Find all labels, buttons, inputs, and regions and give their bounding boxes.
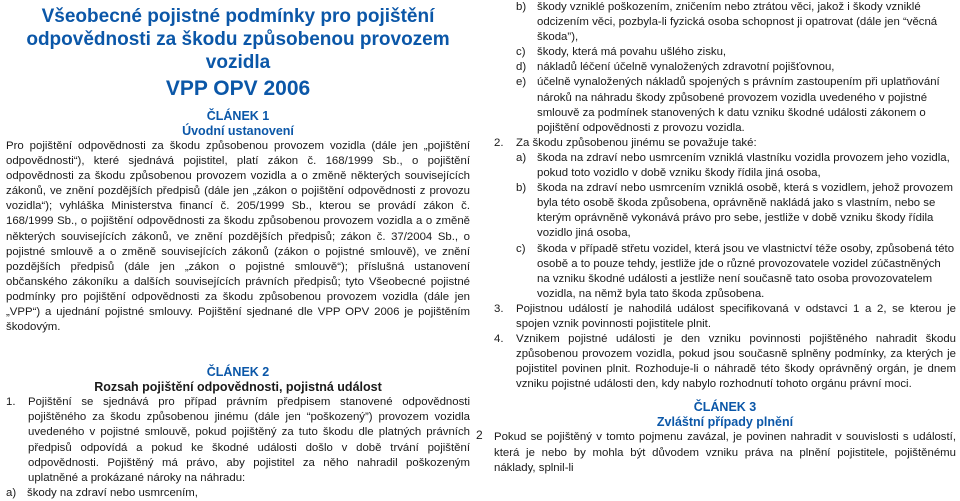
page-number: 2 bbox=[476, 428, 483, 442]
sub-item-text: škody vzniklé poškozením, zničením nebo ztrátou věci, jakož i škody vzniklé odcizením věci, pozbyla-li fyzická osoba schopnost ji opatrovat (dále jen “věcná škoda”), bbox=[537, 1, 938, 44]
item-number: 1. bbox=[6, 396, 16, 409]
sub-item-text: nákladů léčení účelně vynaložených zdravotní pojišťovnou, bbox=[537, 61, 835, 74]
article-2-number: ČLÁNEK 2 bbox=[206, 365, 270, 380]
sub-item-letter: a) bbox=[516, 151, 527, 164]
item-text: Pojištění se sjednává pro případ právním předpisem stanovené odpovědnosti pojištěného za škodu způsobenou jinému (dále jen “poškozený”) provozem vozidla uvedeného v pojistné smlouvě, pokud pojištěný za tuto škodu dle platných právních předpisů odpovídá a pokud ke škodné události došlo v době trvání pojištění odpovědnosti. Pojištěný má právo, aby pojistitel za něho nahradil poškozeným uplatněné a prokázané nároky na náhradu: bbox=[28, 396, 470, 484]
article-2-item-1-b bbox=[494, 0, 956, 45]
item-number: 3. bbox=[494, 302, 504, 315]
item-text: Pojistnou událostí je nahodilá událost specifikovaná v odstavci 1 a 2, se kterou je spojen vznik povinnosti pojistitele plnit. bbox=[516, 302, 956, 330]
article-3-paragraph: Pokud se pojištěný v tomto pojmenu zavázal, je povinen nahradit v souvislosti s událostí, která je nebo by mohla být důvodem vzniku práva na plnění pojistitele, pojištěnému náklady, splnil-li bbox=[494, 431, 956, 474]
sub-item-letter: c) bbox=[516, 242, 526, 255]
sub-item-text: škoda na zdraví nebo usmrcením vzniklá osobě, která s vozidlem, jehož provozem byla této osobě škoda způsobena, oprávněně nakládá jako s vlastním, nebo se kterým oprávněně vykonává právo pro sebe, jestliže v době vzniku škody řídila vozidlo jiná osoba, bbox=[537, 182, 953, 240]
sub-item-text: účelně vynaložených nákladů spojených s právním zastoupením při uplatňování nároků na náhradu škody způsobené provozem vozidla uvedeného v pojistné smlouvě za podmínek stanovených k datu vzniku škodné události zákonem o pojištění odpovědnosti z provozu vozidla. bbox=[537, 76, 940, 134]
sub-item-letter: e) bbox=[516, 76, 527, 89]
article-1-title: Úvodní ustanovení bbox=[182, 124, 294, 138]
article-1-number: ČLÁNEK 1 bbox=[206, 109, 270, 123]
document-title: Všeobecné pojistné podmínky pro pojištění odpovědnosti za škodu způsobenou provozem vozidla bbox=[26, 6, 450, 73]
sub-item-text: škody, která má povahu ušlého zisku, bbox=[537, 46, 727, 59]
article-2-item-1-d bbox=[494, 60, 956, 75]
article-2-item-4 bbox=[494, 332, 956, 392]
article-2-item-2-c bbox=[494, 242, 956, 302]
sub-item-letter: a) bbox=[6, 486, 17, 499]
item-number: 2. bbox=[494, 136, 504, 149]
document-code: VPP OPV 2006 bbox=[165, 77, 311, 100]
left-column bbox=[6, 0, 470, 501]
article-2-item-2-a bbox=[494, 151, 956, 181]
sub-item-letter: b) bbox=[516, 182, 527, 195]
article-2-item-3 bbox=[494, 302, 956, 332]
article-2-title: Rozsah pojištění odpovědnosti, pojistná událost bbox=[94, 380, 382, 395]
sub-item-text: škody na zdraví nebo usmrcením, bbox=[27, 486, 198, 499]
sub-item-text: škoda v případě střetu vozidel, která jsou ve vlastnictví téže osoby, způsobená této osobě a to pouze tehdy, jestliže jde o různé provozovatele vozidel zúčastněných na vzniku škodné události a jestliže není současně tato osoba provozovatelem vozidla, na němž byla tato škoda způsobena. bbox=[537, 242, 955, 300]
article-2-item-1 bbox=[6, 395, 470, 486]
item-text: Vznikem pojistné události je den vzniku povinnosti pojištěného nahradit škodu způsobenou provozem vozidla, pokud jsou současně splněny podmínky, za kterých je pojistitel povinen plnit. Rozhoduje-li o náhradě této škody oprávněný orgán, je dnem vzniku pojistné události den, kdy nabylo rozhodnutí tohoto orgánu právní moci. bbox=[516, 333, 956, 391]
item-text: Za škodu způsobenou jinému se považuje také: bbox=[516, 136, 757, 149]
sub-item-text: škoda na zdraví nebo usmrcením vzniklá vlastníku vozidla provozem jeho vozidla, pokud toto vozidlo v době vzniku škody řídila jiná osoba, bbox=[537, 151, 950, 180]
sub-item-letter: d) bbox=[516, 61, 527, 74]
article-3-number: ČLÁNEK 3 bbox=[693, 400, 757, 415]
right-column bbox=[494, 0, 956, 476]
item-number: 4. bbox=[494, 333, 504, 346]
article-3-title: Zvláštní případy plnění bbox=[656, 415, 794, 430]
article-2-item-1-a bbox=[6, 486, 470, 501]
article-2-item-2-b bbox=[494, 181, 956, 241]
article-2-item-2 bbox=[494, 136, 956, 151]
article-2-item-1-e bbox=[494, 75, 956, 135]
sub-item-letter: c) bbox=[516, 46, 526, 59]
article-1-paragraph: Pro pojištění odpovědnosti za škodu způsobenou provozem vozidla (dále jen „pojištění odpovědnosti“), které sjednává pojistitel, platí zákon č. 168/1999 Sb., o pojištění odpovědnosti za škodu způsobenou provozem vozidla a o změně některých souvisejících zákonů, ve znění pozdějších předpisů (dále jen „zákon o pojištění odpovědnosti z provozu vozidla“); vyhláška Ministerstva financí č. 205/1999 Sb., kterou se provádí zákon č. 168/1999 Sb., o pojištění odpovědnosti za škodu způsobenou provozem vozidla a o změně některých souvisejících zákonů, ve znění pozdějších předpisů; zákon č. 37/2004 Sb., o pojistné smlouvě a o změně souvisejících zákonů (zákon o pojistné smlouvě), ve znění pozdějších předpisů (dále jen „zákon o pojistné smlouvě“); příslušná ustanovení občanského zákoníku a dalších souvisejících právních předpisů; tyto Všeobecné pojistné podmínky pro pojištění odpovědnosti za škodu způsobenou provozem vozidla (dále jen „VPP“) a ujednání pojistné smlouvy. Pojištění sjednané dle VPP OPV 2006 je pojištěním škodovým. bbox=[6, 140, 470, 334]
sub-item-letter: b) bbox=[516, 1, 527, 13]
article-2-item-1-c bbox=[494, 45, 956, 60]
